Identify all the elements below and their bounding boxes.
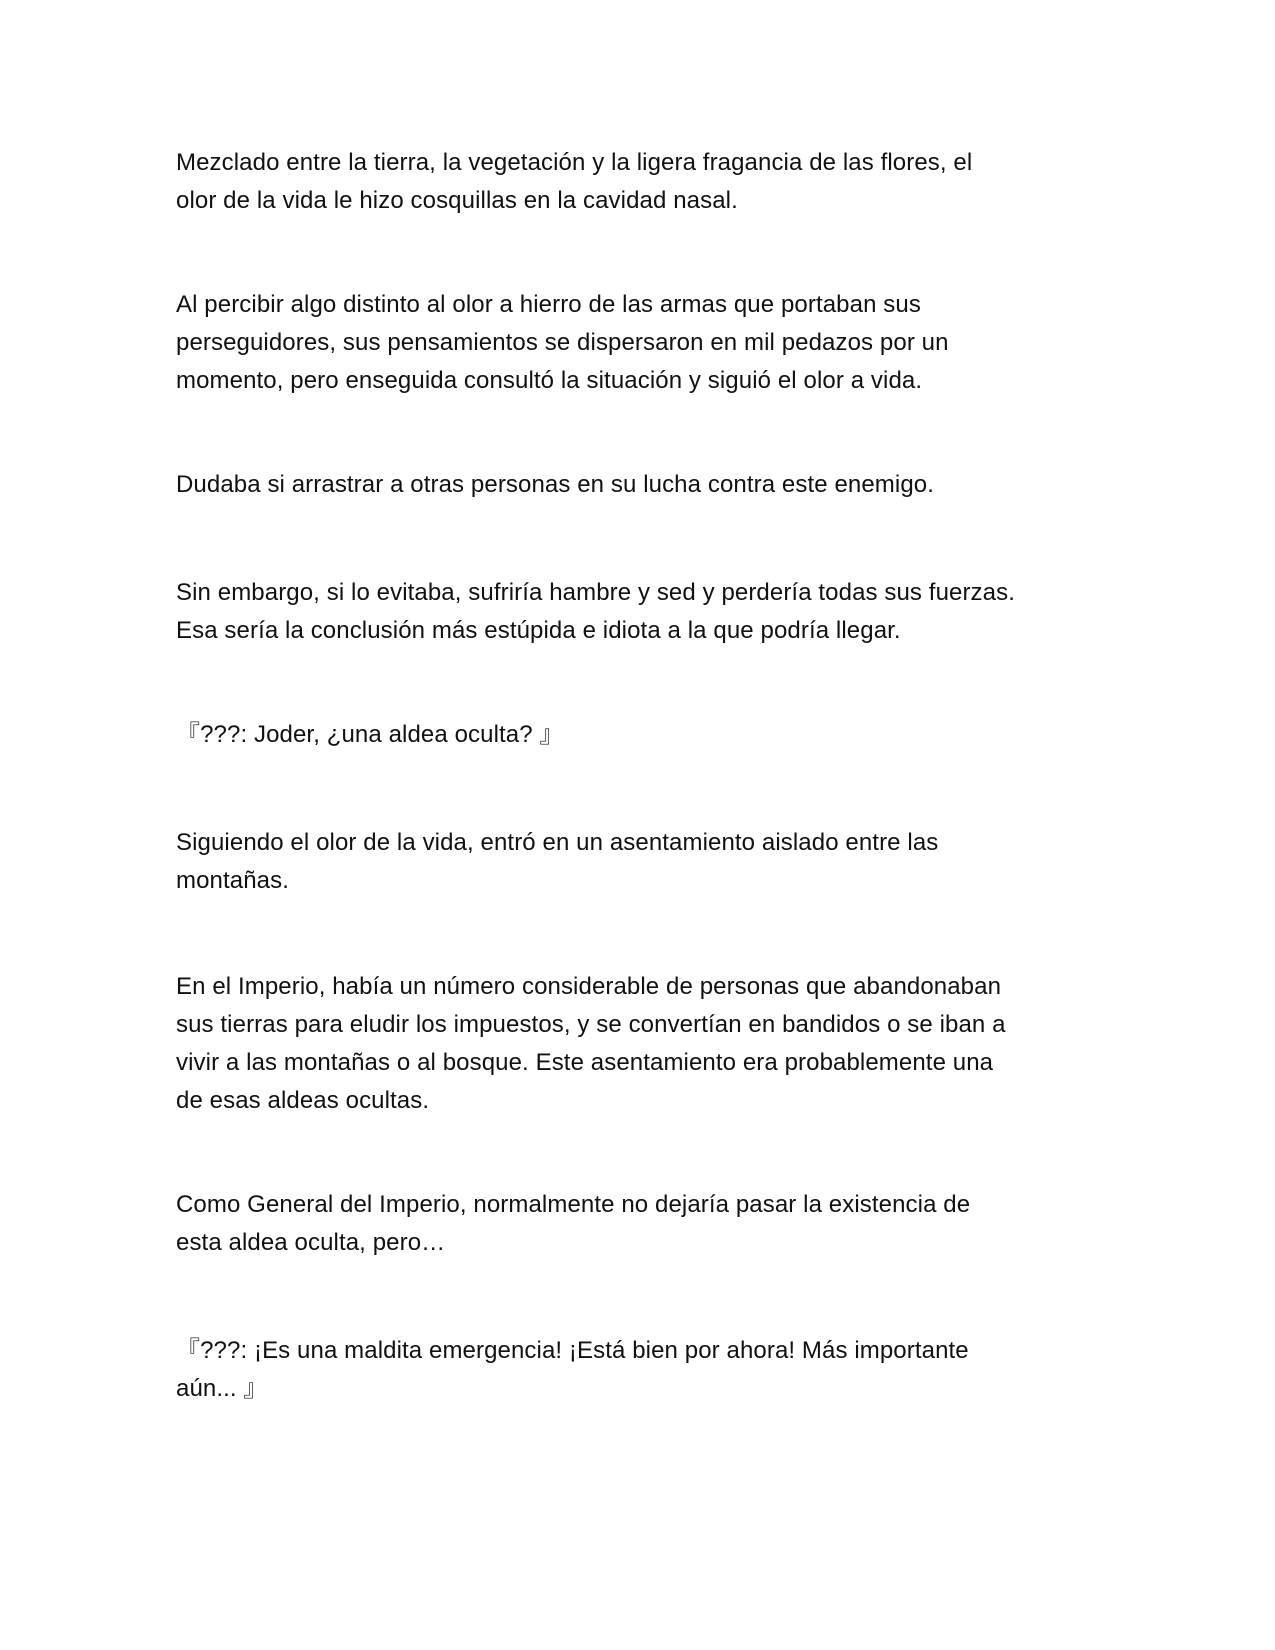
text-line: Mezclado entre la tierra, la vegetación y la ligera fragancia de las flores, el	[176, 149, 973, 176]
paragraph-7	[176, 1186, 1096, 1262]
text-line: 『???: ¡Es una maldita emergencia! ¡Está bien por ahora! Más importante	[176, 1337, 969, 1364]
text-line: Siguiendo el olor de la vida, entró en un asentamiento aislado entre las	[176, 829, 939, 856]
text-line: Como General del Imperio, normalmente no dejaría pasar la existencia de	[176, 1191, 971, 1218]
text-line: En el Imperio, había un número considerable de personas que abandonaban	[176, 973, 1002, 1000]
dialogue-line-2	[176, 1332, 1096, 1408]
text-line: Al percibir algo distinto al olor a hierro de las armas que portaban sus	[176, 291, 921, 318]
text-line: Dudaba si arrastrar a otras personas en su lucha contra este enemigo.	[176, 471, 934, 498]
text-line: Sin embargo, si lo evitaba, sufriría hambre y sed y perdería todas sus fuerzas.	[176, 579, 1015, 606]
text-line: sus tierras para eludir los impuestos, y se convertían en bandidos o se iban a	[176, 1011, 1006, 1038]
text-line: perseguidores, sus pensamientos se dispersaron en mil pedazos por un	[176, 329, 949, 356]
dialogue-line-1	[176, 716, 1096, 754]
paragraph-5	[176, 824, 1096, 900]
text-line: vivir a las montañas o al bosque. Este asentamiento era probablemente una	[176, 1049, 994, 1076]
paragraph-2	[176, 286, 1096, 400]
text-line: montañas.	[176, 867, 289, 894]
paragraph-3	[176, 466, 1096, 504]
paragraph-4	[176, 574, 1096, 650]
paragraph-1	[176, 144, 1096, 220]
paragraph-6	[176, 968, 1096, 1120]
text-line: Esa sería la conclusión más estúpida e idiota a la que podría llegar.	[176, 617, 901, 644]
text-line: esta aldea oculta, pero…	[176, 1229, 446, 1256]
text-line: 『???: Joder, ¿una aldea oculta? 』	[176, 721, 564, 748]
text-line: momento, pero enseguida consultó la situación y siguió el olor a vida.	[176, 367, 923, 394]
text-line: aún... 』	[176, 1375, 268, 1402]
text-line: de esas aldeas ocultas.	[176, 1087, 430, 1114]
text-line: olor de la vida le hizo cosquillas en la cavidad nasal.	[176, 187, 738, 214]
